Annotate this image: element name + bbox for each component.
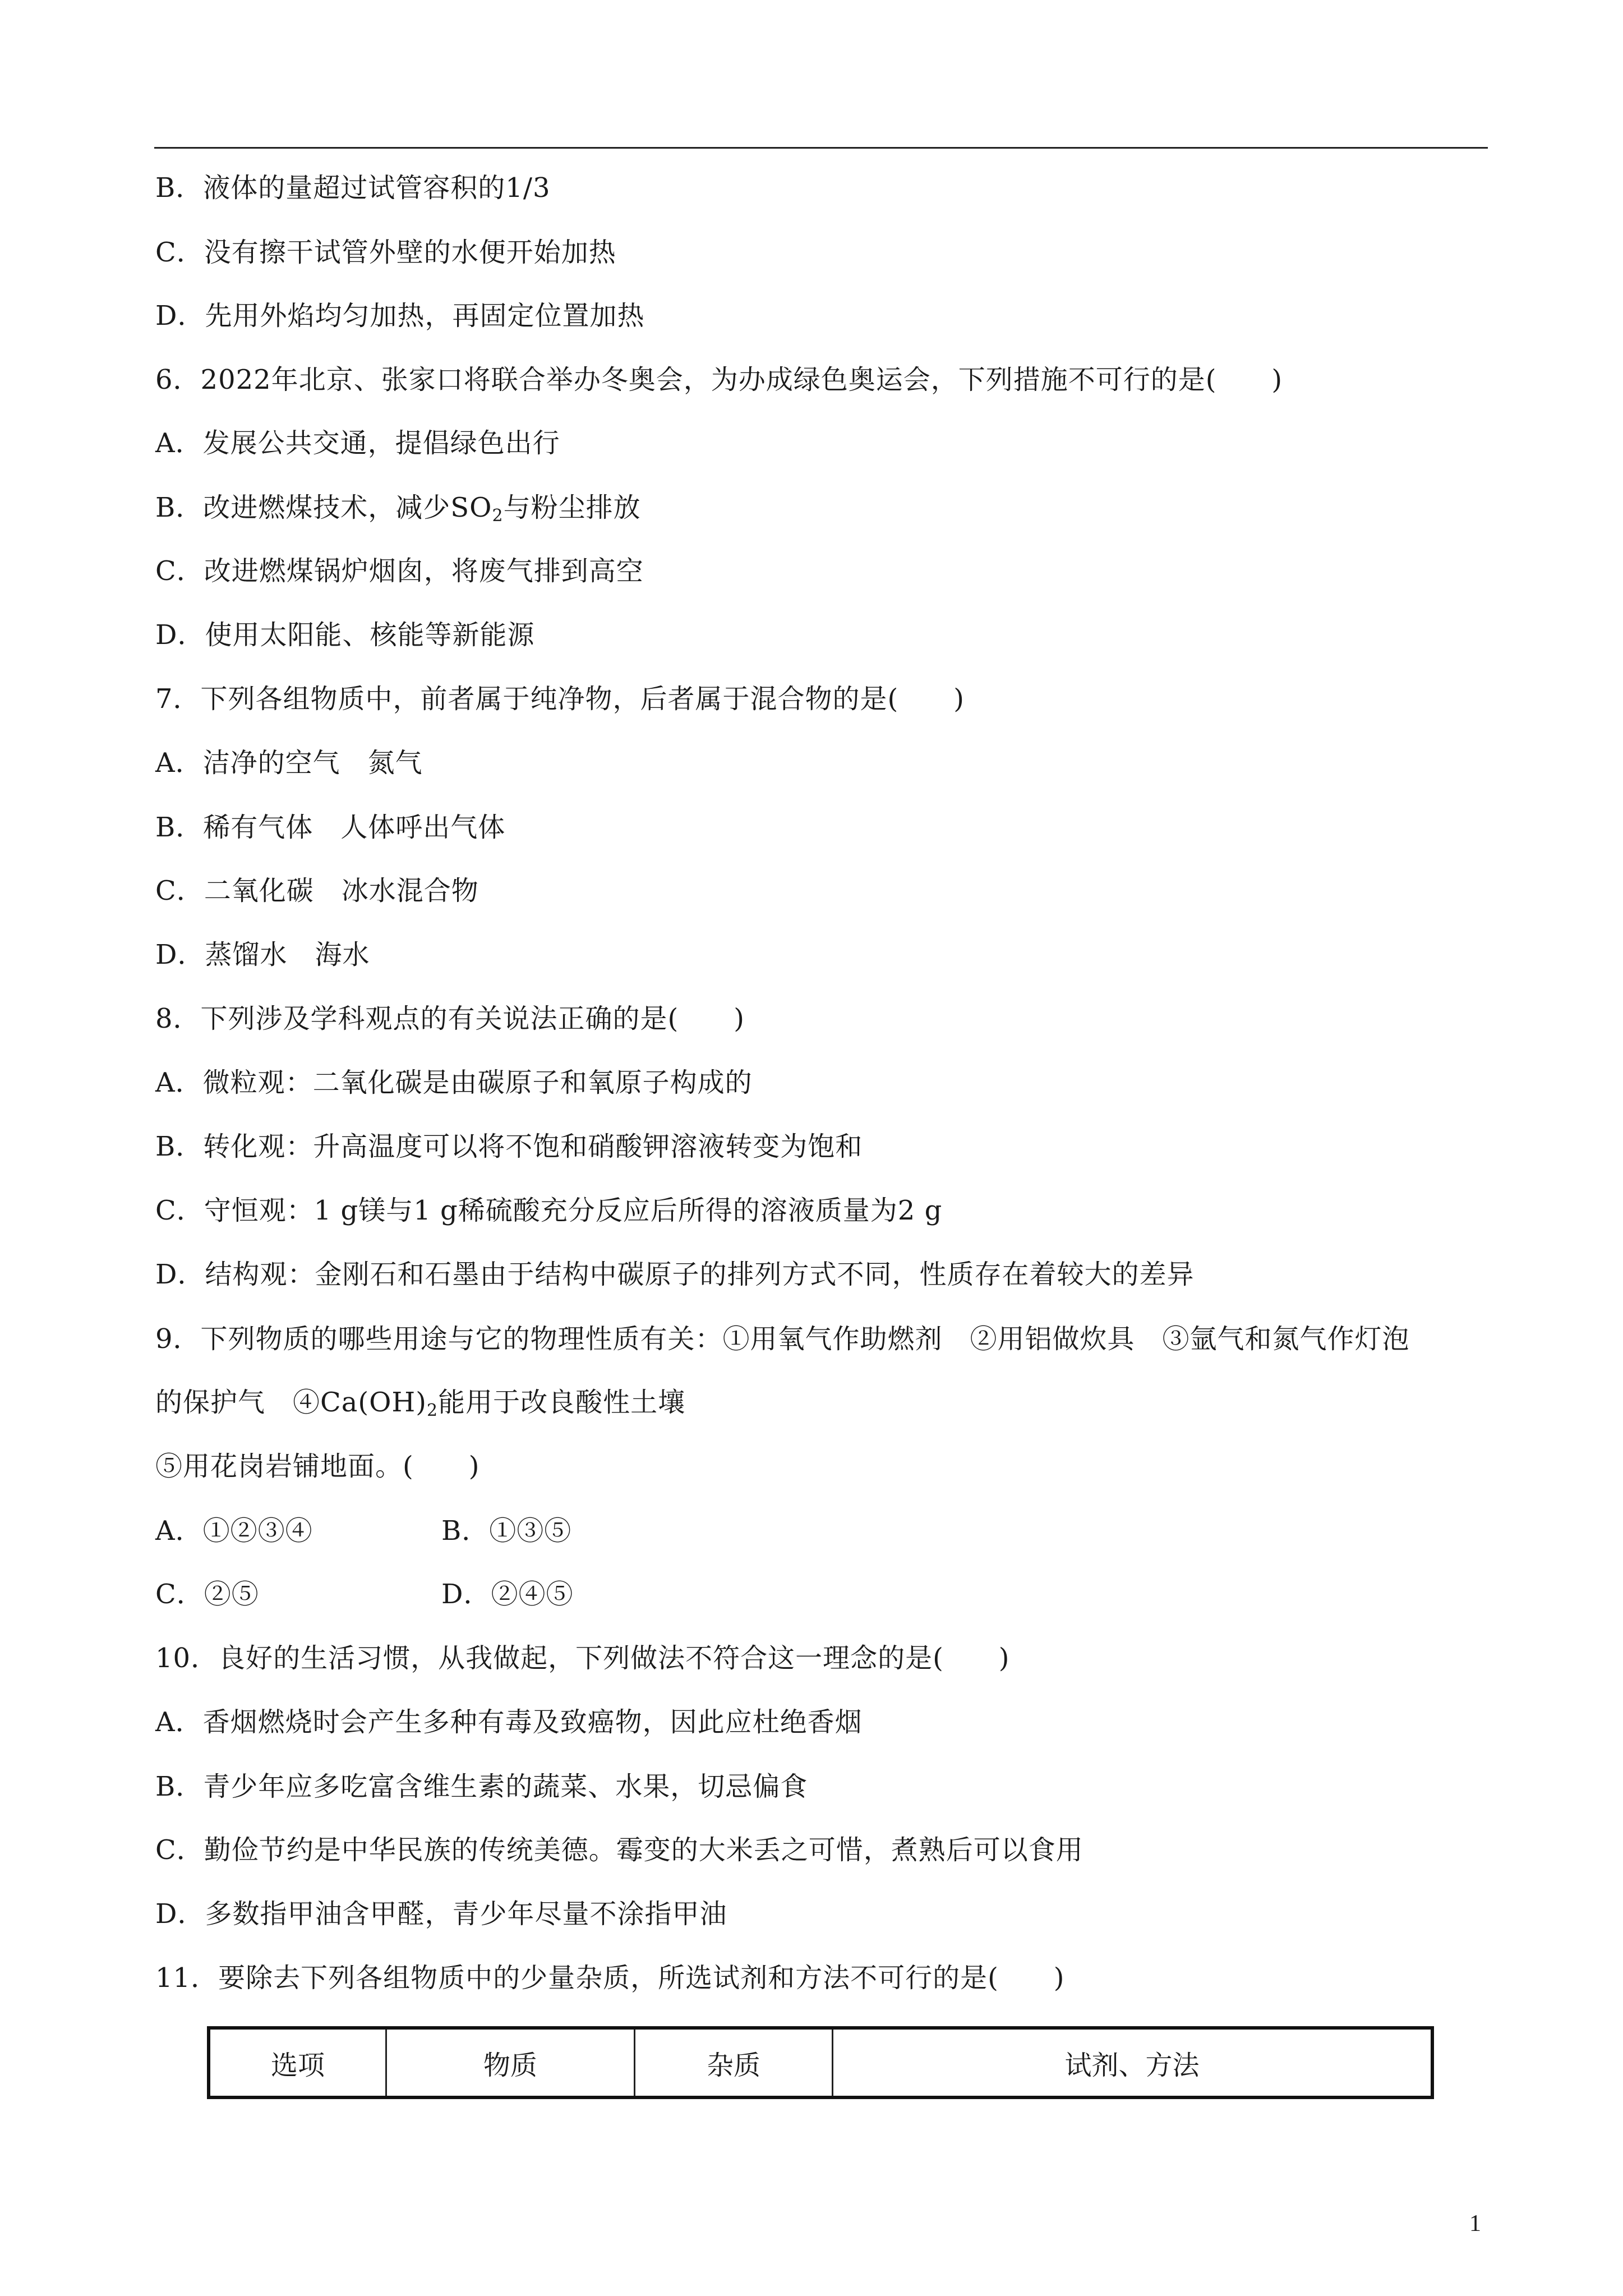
- q5-option-d: D．先用外焰均匀加热，再固定位置加热: [155, 300, 645, 332]
- q9-stem-line3: ⑤用花岗岩铺地面。( ): [155, 1451, 480, 1482]
- q8-option-d: D．结构观：金刚石和石墨由于结构中碳原子的排列方式不同，性质存在着较大的差异: [155, 1259, 1195, 1290]
- q11-options-table: [207, 2026, 1434, 2099]
- q8-option-b: B．转化观：升高温度可以将不饱和硝酸钾溶液转变为饱和: [155, 1131, 863, 1162]
- q7-stem: 7．下列各组物质中，前者属于纯净物，后者属于混合物的是( ): [155, 683, 965, 715]
- q10-option-a: A．香烟燃烧时会产生多种有毒及致癌物，因此应杜绝香烟: [155, 1706, 863, 1738]
- q5-option-c: C．没有擦干试管外壁的水便开始加热: [155, 237, 616, 268]
- q10-option-c: C．勤俭节约是中华民族的传统美德。霉变的大米丢之可惜，煮熟后可以食用: [155, 1834, 1083, 1866]
- q9-options-row2: [155, 1577, 574, 1611]
- q10-option-d: D．多数指甲油含甲醛，青少年尽量不涂指甲油: [155, 1898, 727, 1930]
- q6-stem: 6．2022年北京、张家口将联合举办冬奥会，为办成绿色奥运会，下列措施不可行的是( ): [155, 364, 1283, 395]
- q10-stem: 10．良好的生活习惯，从我做起，下列做法不符合这一理念的是( ): [155, 1642, 1010, 1674]
- q7-option-d: D．蒸馏水 海水: [155, 939, 370, 970]
- q6-option-b: B．改进燃煤技术，减少$SO_2$与粉尘排放: [155, 492, 641, 526]
- q7-option-c: C．二氧化碳 冰水混合物: [155, 875, 479, 907]
- table-header-row: [209, 2028, 1432, 2097]
- q6-option-d: D．使用太阳能、核能等新能源: [155, 619, 535, 651]
- q9-option-b: B．①③⑤: [441, 1515, 572, 1547]
- table-header-option: 选项: [209, 2028, 386, 2097]
- table-header-reagent-method: 试剂、方法: [833, 2028, 1433, 2097]
- page-number: 1: [1469, 2211, 1481, 2237]
- q6-option-c: C．改进燃煤锅炉烟囱，将废气排到高空: [155, 555, 644, 587]
- q9-stem-line2: 的保护气 $④Ca(OH)_2$能用于改良酸性土壤: [155, 1387, 686, 1420]
- q8-option-c: C．守恒观：1 g镁与1 g稀硫酸充分反应后所得的溶液质量为2 g: [155, 1195, 943, 1226]
- q7-option-b: B．稀有气体 人体呼出气体: [155, 812, 506, 843]
- header-rule: [154, 147, 1488, 149]
- q9-option-a: A．①②③④: [155, 1515, 313, 1547]
- table-header-substance: 物质: [386, 2028, 635, 2097]
- q6-option-a: A．发展公共交通，提倡绿色出行: [155, 427, 560, 459]
- q8-option-a: A．微粒观：二氧化碳是由碳原子和氧原子构成的: [155, 1067, 753, 1098]
- q11-stem: 11．要除去下列各组物质中的少量杂质，所选试剂和方法不可行的是( ): [155, 1962, 1065, 1994]
- q5-option-b: B．液体的量超过试管容积的1/3: [155, 172, 551, 204]
- q9-options-row1: [155, 1514, 572, 1548]
- q7-option-a: A．洁净的空气 氮气: [155, 747, 423, 779]
- q8-stem: 8．下列涉及学科观点的有关说法正确的是( ): [155, 1003, 745, 1034]
- q9-option-d: D．②④⑤: [441, 1579, 574, 1610]
- q10-option-b: B．青少年应多吃富含维生素的蔬菜、水果，切忌偏食: [155, 1771, 808, 1802]
- q9-stem-line1: 9．下列物质的哪些用途与它的物理性质有关：①用氧气作助燃剂 ②用铝做炊具 ③氩气和氮气作灯泡: [155, 1323, 1410, 1355]
- table-header-impurity: 杂质: [635, 2028, 833, 2097]
- q9-option-c: C．②⑤: [155, 1579, 259, 1610]
